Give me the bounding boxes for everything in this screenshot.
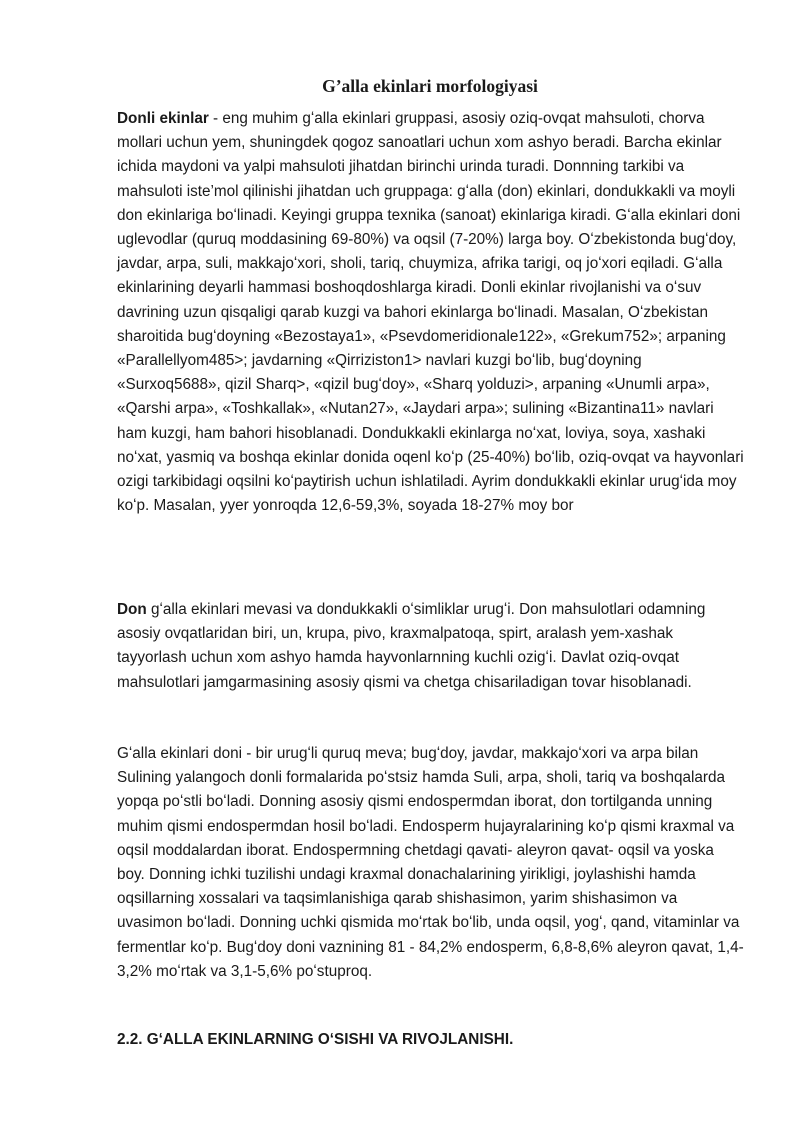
document-title: G’alla ekinlari morfologiyasi [322,76,538,96]
paragraph-galla-doni [117,742,745,984]
paragraph-body: - eng muhim gʻalla ekinlari gruppasi, asosiy oziq-ovqat mahsuloti, chorva mollari uchun yem, shuningdek qogoz sanoatlari uchun xom ashyo beradi. Barcha ekinlar ichida maydoni va yalpi mahsuloti jihatdan birinchi urinda turadi. Donnning tarkibi va mahsuloti iste’mol qilinishi jihatdan uch gruppaga: gʻalla (don) ekinlari, dondukkakli va moyli don ekinlariga boʻlinadi. Keyingi gruppa texnika (sanoat) ekinlariga kiradi. Gʻalla ekinlari doni uglevodlar (quruq moddasining 69-80%) va oqsil (7-20%) larga boy. Oʻzbekistonda bugʻdoy, javdar, arpa, suli, makkajoʻxori, sholi, tariq, chuymiza, afrika tarigi, oq joʻxori eqiladi. Gʻalla ekinlarining deyarli hammasi boshoqdoshlarga kiradi. Donli ekinlar rivojlanishi va oʻsuv davrining uzun qisqaligi qarab kuzgi va bahori ekinlarga boʻlinadi. Masalan, Oʻzbekistan sharoitida bugʻdoyning «Bezostaya1», «Psevdomeridionale122», «Grekum752»; arpaning «Parallellyom485>; javdarning «Qirriziston1> navlari kuzgi boʻlib, bugʻdoyning «Surxoq5688», qizil Sharq>, «qizil bugʻdoy», «Sharq yolduzi>, arpaning «Unumli arpa», «Qarshi arpa», «Toshkallak», «Nutan27», «Jaydari arpa»; sulining «Bizantina11» navlari ham kuzgi, ham bahori hisoblanadi. Dondukkakli ekinlarga noʻxat, loviya, soya, xashaki noʻxat, yasmiq va boshqa ekinlar donida oqenl koʻp (25-40%) boʻlib, oziq-ovqat va hayvonlari ozigi tarkibidagi oqsilni koʻpaytirish uchun ishlatiladi. Ayrim dondukkakli ekinlar urugʻida moy koʻp. Masalan, yyer yonroqda 12,6-59,3%, soyada 18-27% moy bor [117,110,744,515]
paragraph-body: gʻalla ekinlari mevasi va dondukkakli oʻsimliklar urugʻi. Don mahsulotlari odamning asosiy ovqatlaridan biri, un, krupa, pivo, kraxmalpatoqa, spirt, aralash yem-xashak tayyorlash uchun xom ashyo hamda hayvonlarnning kuchli ozigʻi. Davlat oziq-ovqat mahsulotlari jamgarmasining asosiy qismi va chetga chisariladigan tovar hisoblanadi. [117,601,706,691]
paragraph-body: Gʻalla ekinlari doni - bir urugʻli quruq meva; bugʻdoy, javdar, makkajoʻxori va arpa bilan Sulining yalangoch donli formalarida poʻstsiz hamda Suli, arpa, sholi, tariq va boshqalarda yopqa poʻstli boʻladi. Donning asosiy qismi endospermdan iborat, don tortilganda unning muhim qismi endospermdan hosil boʻladi. Endosperm hujayralarining koʻp qismi kraxmal va oqsil moddalardan iborat. Endospermning chetdagi qavati- aleyron qavat- oqsil va yoska boy. Donning ichki tuzilishi undagi kraxmal donachalarining yirikligi, joylashishi hamda oqsillarning xossalari va taqsimlanishiga qarab shishasimon, yarim shishasimon va uvasimon boʻladi. Donning uchki qismida moʻrtak boʻlib, unda oqsil, yogʻ, qand, vitaminlar va fermentlar koʻp. Bugʻdoy doni vaznining 81 - 84,2% endosperm, 6,8-8,6% aleyron qavat, 1,4-3,2% moʻrtak va 3,1-5,6% poʻstuproq. [117,745,744,980]
paragraph-donli-ekinlar [117,107,745,518]
paragraph-lead-term: Don [117,601,147,618]
section-heading: 2.2. GʻALLA EKINLARNING OʻSISHI VA RIVOJLANISHI. [117,1031,514,1048]
paragraph-don [117,598,745,695]
paragraph-lead-term: Donli ekinlar [117,110,209,127]
